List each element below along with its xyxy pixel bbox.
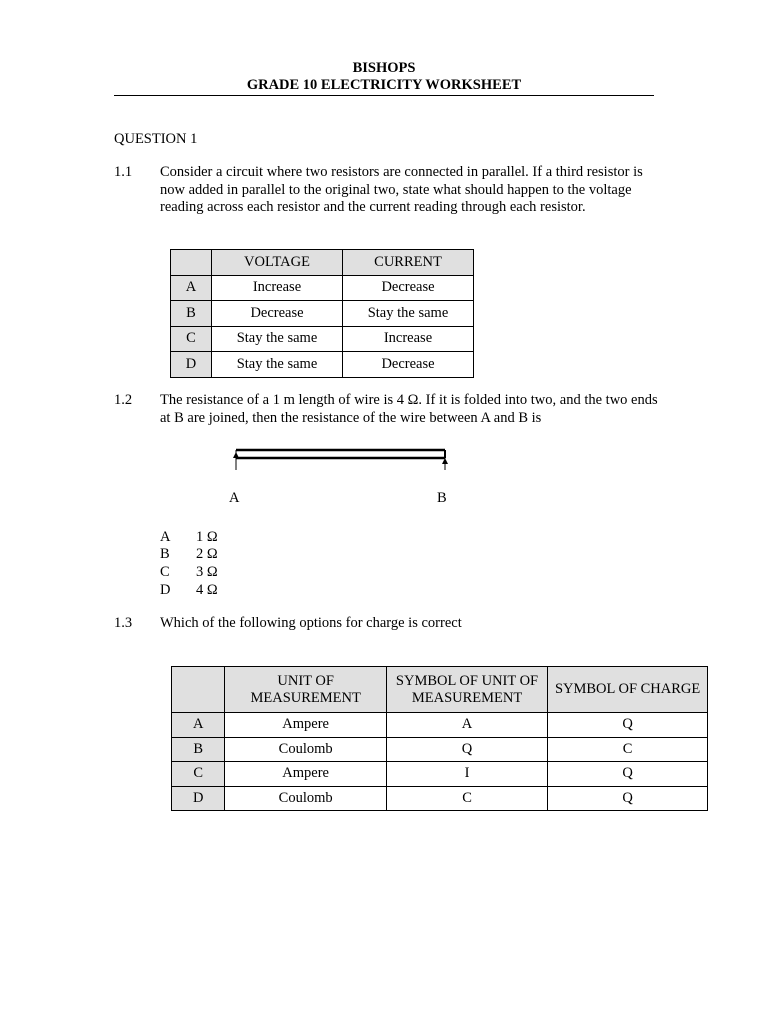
table-row: [171, 301, 474, 327]
table-cell: Q: [548, 713, 708, 738]
row-letter: A: [171, 275, 212, 301]
table-cell: Q: [386, 737, 547, 762]
worksheet-title: GRADE 10 ELECTRICITY WORKSHEET: [246, 77, 522, 93]
row-letter: D: [171, 352, 212, 378]
table-row: [171, 326, 474, 352]
table-cell: Decrease: [343, 275, 474, 301]
question-title: QUESTION 1: [114, 131, 198, 147]
option-value: 4 Ω: [196, 582, 218, 598]
row-letter: B: [171, 301, 212, 327]
option-letter: A: [160, 529, 171, 545]
table-cell: Ampere: [225, 762, 386, 787]
question-number-1-1: 1.1: [114, 164, 133, 180]
arrow-a-icon: [233, 452, 239, 458]
table-row: [171, 352, 474, 378]
row-letter: C: [172, 762, 225, 787]
table-row: [172, 713, 708, 738]
option-value: 2 Ω: [196, 546, 218, 562]
table-cell: Q: [548, 786, 708, 811]
table-header-cell: [172, 667, 225, 713]
table-row: [172, 737, 708, 762]
table-header-cell: VOLTAGE: [212, 250, 343, 276]
table-row: [172, 762, 708, 787]
table-row: [171, 275, 474, 301]
table-cell: Increase: [212, 275, 343, 301]
table-header-cell: [171, 250, 212, 276]
table-cell: Coulomb: [225, 786, 386, 811]
question-text-1-3: Which of the following options for charge is correct: [160, 615, 462, 631]
table-cell: Decrease: [212, 301, 343, 327]
table-header-row: [171, 250, 474, 276]
table-cell: A: [386, 713, 547, 738]
worksheet-header: [114, 60, 654, 94]
table-cell: Ampere: [225, 713, 386, 738]
row-letter: D: [172, 786, 225, 811]
question-text-1-1: Consider a circuit where two resistors are connected in parallel. If a third resistor is now added in parallel to the original two, state what should happen to the voltage reading across each resistor and the current reading through each resistor.: [160, 164, 643, 215]
question-number-1-3: 1.3: [114, 615, 133, 631]
table-cell: Coulomb: [225, 737, 386, 762]
folded-wire-diagram: [225, 442, 460, 472]
question-text-1-2: The resistance of a 1 m length of wire is 4 Ω. If it is folded into two, and the two ends at B are joined, then the resistance of the wire between A and B is: [160, 392, 658, 426]
table-header-cell: SYMBOL OF UNIT OF MEASUREMENT: [386, 667, 547, 713]
header-divider: [114, 95, 654, 96]
row-letter: C: [171, 326, 212, 352]
option-value: 1 Ω: [196, 529, 218, 545]
option-letter: D: [160, 582, 171, 598]
school-name: BISHOPS: [352, 60, 416, 76]
table-cell: C: [548, 737, 708, 762]
option-value: 3 Ω: [196, 564, 218, 580]
table-cell: Q: [548, 762, 708, 787]
table-cell: Decrease: [343, 352, 474, 378]
table-header-cell: SYMBOL OF CHARGE: [548, 667, 708, 713]
table-row: [172, 786, 708, 811]
table-header-cell: UNIT OF MEASUREMENT: [225, 667, 386, 713]
option-letter: B: [160, 546, 170, 562]
table-header-cell: CURRENT: [343, 250, 474, 276]
wire-label-b: B: [437, 490, 447, 506]
row-letter: B: [172, 737, 225, 762]
table-cell: C: [386, 786, 547, 811]
table-cell: Stay the same: [212, 326, 343, 352]
table-header-row: [172, 667, 708, 713]
row-letter: A: [172, 713, 225, 738]
wire-label-a: A: [229, 490, 240, 506]
table-cell: I: [386, 762, 547, 787]
options-table-1-1: [170, 249, 474, 378]
options-table-1-3: [171, 666, 708, 811]
table-cell: Stay the same: [343, 301, 474, 327]
option-letter: C: [160, 564, 170, 580]
table-cell: Stay the same: [212, 352, 343, 378]
table-cell: Increase: [343, 326, 474, 352]
question-number-1-2: 1.2: [114, 392, 133, 408]
